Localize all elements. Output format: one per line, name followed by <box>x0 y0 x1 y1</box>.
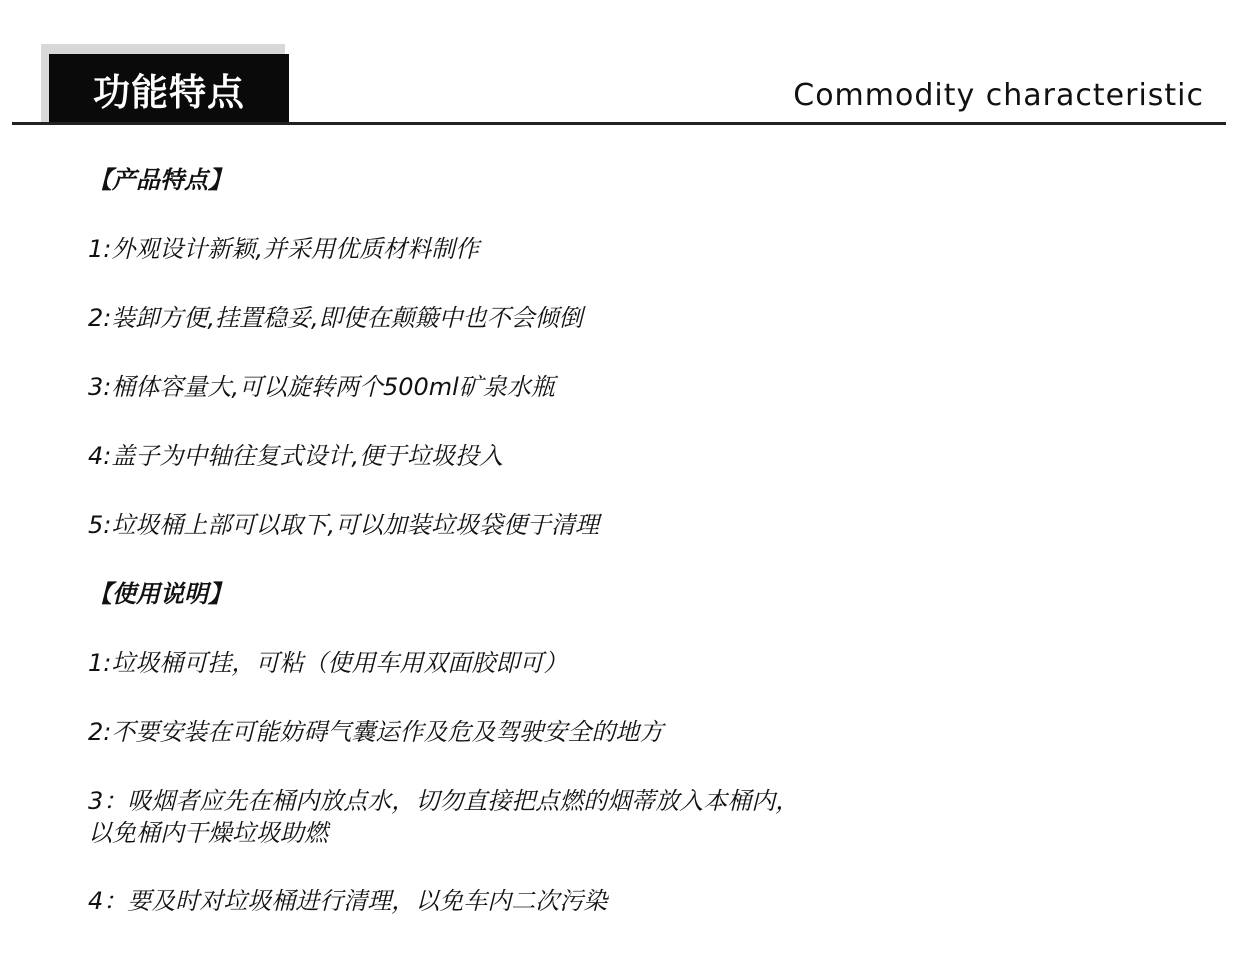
instruction-item-line: 3：吸烟者应先在桶内放点水，切勿直接把点燃的烟蒂放入本桶内， <box>88 787 800 815</box>
section-header <box>0 0 1240 130</box>
feature-item: 2:装卸方便,挂置稳妥,即使在颠簸中也不会倾倒 <box>88 304 583 332</box>
content-body <box>88 164 1208 954</box>
header-divider <box>12 122 1226 125</box>
product-features-heading: 【产品特点】 <box>88 166 232 194</box>
feature-item: 4:盖子为中轴往复式设计,便于垃圾投入 <box>88 442 503 470</box>
instruction-item: 4：要及时对垃圾桶进行清理，以免车内二次污染 <box>88 887 608 915</box>
section-subtitle: Commodity characteristic <box>793 78 1204 113</box>
section-title: 功能特点 <box>49 54 289 124</box>
instruction-item: 2:不要安装在可能妨碍气囊运作及危及驾驶安全的地方 <box>88 718 664 746</box>
usage-instructions-heading: 【使用说明】 <box>88 580 232 608</box>
instruction-item: 1:垃圾桶可挂，可粘（使用车用双面胶即可） <box>88 649 568 677</box>
instruction-item <box>88 785 1208 849</box>
feature-item: 3:桶体容量大,可以旋转两个500ml矿泉水瓶 <box>88 373 555 401</box>
instruction-item-line: 以免桶内干燥垃圾助燃 <box>88 819 328 847</box>
feature-item: 5:垃圾桶上部可以取下,可以加装垃圾袋便于清理 <box>88 511 599 539</box>
feature-item: 1:外观设计新颖,并采用优质材料制作 <box>88 235 479 263</box>
